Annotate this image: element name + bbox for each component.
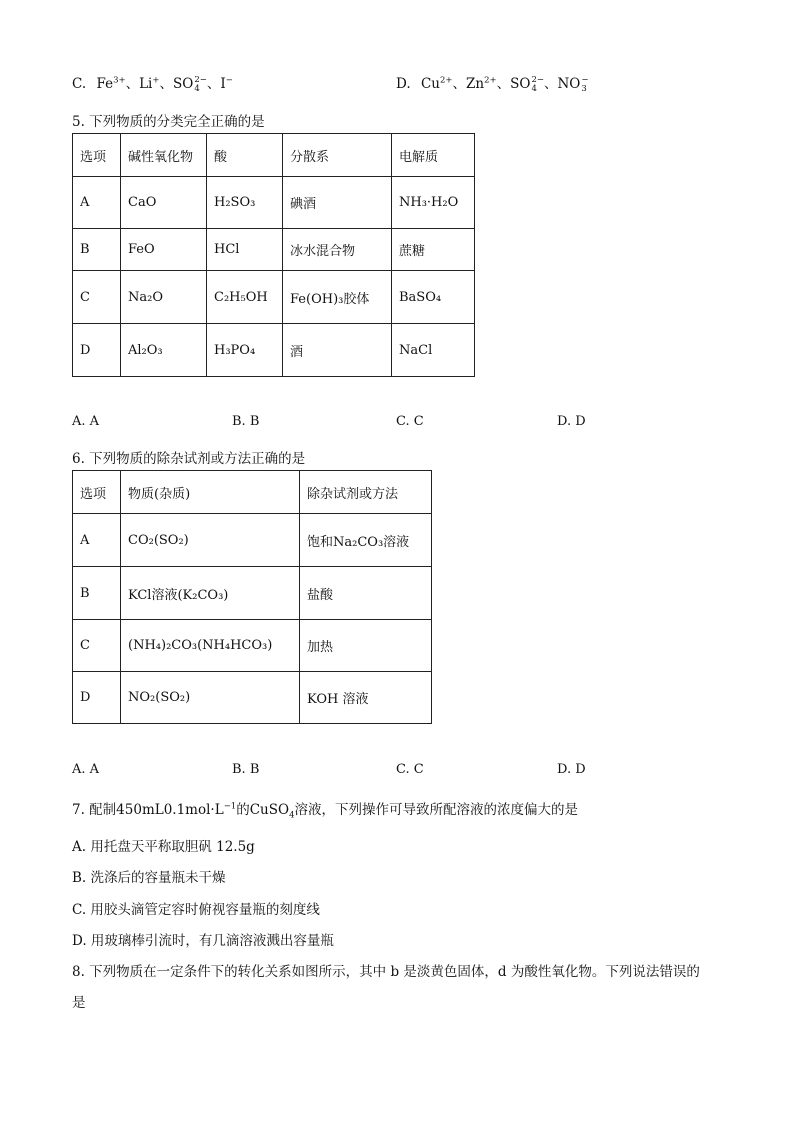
separator: 、 <box>543 76 558 92</box>
table-row <box>73 324 475 377</box>
choice-c[interactable]: C. C <box>396 762 424 777</box>
cell-dispersion: 碘酒 <box>283 177 392 229</box>
choice-b[interactable]: B. B <box>232 414 260 429</box>
stem-salt-subscript: 4 <box>289 810 295 821</box>
table-row <box>73 672 432 724</box>
q6-choices <box>72 762 672 782</box>
stem-text: 的 <box>236 802 250 818</box>
cell-electrolyte: 蔗糖 <box>392 229 475 271</box>
cell-substance: CO₂(SO₂) <box>121 514 300 567</box>
q7-option-a[interactable]: A. 用托盘天平称取胆矾 12.5g <box>72 839 255 855</box>
cell-option: C <box>73 271 121 324</box>
header-electrolyte: 电解质 <box>392 134 475 177</box>
q7-stem <box>72 798 578 821</box>
q5-choices <box>72 414 672 434</box>
option-label: D. <box>396 76 411 92</box>
header-substance: 物质(杂质) <box>121 471 300 514</box>
cell-oxide: Al₂O₃ <box>121 324 207 377</box>
cell-option: B <box>73 229 121 271</box>
stem-salt: CuSO <box>249 802 290 818</box>
q6-table <box>72 470 432 724</box>
q5-table <box>72 133 475 377</box>
table-row <box>73 567 432 620</box>
choice-d[interactable]: D. D <box>557 762 586 777</box>
cell-option: A <box>73 177 121 229</box>
cell-method: 盐酸 <box>300 567 432 620</box>
cell-option: B <box>73 567 121 620</box>
separator: 、 <box>496 76 511 92</box>
separator: 、 <box>159 76 174 92</box>
q4-option-c <box>72 72 233 94</box>
table-row <box>73 229 475 271</box>
cell-electrolyte: NaCl <box>392 324 475 377</box>
cell-dispersion: 酒 <box>283 324 392 377</box>
choice-d[interactable]: D. D <box>557 414 586 429</box>
cell-dispersion: 冰水混合物 <box>283 229 392 271</box>
cell-oxide: Na₂O <box>121 271 207 324</box>
option-label: C. <box>72 76 87 92</box>
table-row <box>73 514 432 567</box>
q6-stem: 6. 下列物质的除杂试剂或方法正确的是 <box>72 451 306 467</box>
cell-option: A <box>73 514 121 567</box>
cell-acid: HCl <box>207 229 283 271</box>
cell-option: D <box>73 324 121 377</box>
cell-option: C <box>73 620 121 672</box>
ion-zn: $Zn^{2+}$ <box>466 75 497 92</box>
cell-acid: H₂SO₃ <box>207 177 283 229</box>
ion-so4: SO 2− 4 <box>510 74 544 94</box>
cell-substance: (NH₄)₂CO₃(NH₄HCO₃) <box>121 620 300 672</box>
q7-option-d[interactable]: D. 用玻璃棒引流时，有几滴溶液溅出容量瓶 <box>72 933 334 949</box>
choice-a[interactable]: A. A <box>72 414 100 429</box>
stem-exponent: −1 <box>223 801 237 812</box>
q4-option-d <box>396 72 588 94</box>
table-row <box>73 271 475 324</box>
cell-electrolyte: BaSO₄ <box>392 271 475 324</box>
ion-i: I− <box>220 75 233 92</box>
q5-stem: 5. 下列物质的分类完全正确的是 <box>72 114 265 130</box>
cell-acid: C₂H₅OH <box>207 271 283 324</box>
ion-so4: SO 2− 4 <box>173 74 207 94</box>
q8-stem-line2: 是 <box>72 995 86 1011</box>
header-acid: 酸 <box>207 134 283 177</box>
q7-option-c[interactable]: C. 用胶头滴管定容时俯视容量瓶的刻度线 <box>72 902 320 918</box>
stem-text: 溶液，下列操作可导致所配溶液的浓度偏大的是 <box>294 802 578 818</box>
q7-option-b[interactable]: B. 洗涤后的容量瓶未干燥 <box>72 870 226 886</box>
separator: 、 <box>125 76 140 92</box>
ion-cu: $Cu^{2+}$ <box>420 75 453 92</box>
cell-oxide: CaO <box>121 177 207 229</box>
ion-li: Li+ <box>139 75 160 92</box>
header-option: 选项 <box>73 471 121 514</box>
table-header-row <box>73 471 432 514</box>
table-row <box>73 620 432 672</box>
cell-oxide: FeO <box>121 229 207 271</box>
cell-dispersion: Fe(OH)₃胶体 <box>283 271 392 324</box>
choice-c[interactable]: C. C <box>396 414 424 429</box>
q8-stem-line1: 8. 下列物质在一定条件下的转化关系如图所示，其中 b 是淡黄色固体，d 为酸性氧化物。下列说法错误的 <box>72 964 700 980</box>
ion-fe: $Fe^{3+}$ <box>96 75 126 92</box>
header-method: 除杂试剂或方法 <box>300 471 432 514</box>
cell-method: KOH 溶液 <box>300 672 432 724</box>
separator: 、 <box>452 76 466 92</box>
separator: 、 <box>206 76 221 92</box>
cell-method: 饱和Na₂CO₃溶液 <box>300 514 432 567</box>
cell-substance: NO₂(SO₂) <box>121 672 300 724</box>
cell-option: D <box>73 672 121 724</box>
stem-text: 7. 配制 <box>72 802 117 818</box>
cell-acid: H₃PO₄ <box>207 324 283 377</box>
table-header-row <box>73 134 475 177</box>
cell-method: 加热 <box>300 620 432 672</box>
choice-b[interactable]: B. B <box>232 762 260 777</box>
cell-electrolyte: NH₃·H₂O <box>392 177 475 229</box>
ion-no3: NO − 3 <box>557 74 589 94</box>
header-option: 选项 <box>73 134 121 177</box>
table-row <box>73 177 475 229</box>
stem-amount: 450mL0.1mol·L <box>116 802 224 818</box>
header-basic-oxide: 碱性氧化物 <box>121 134 207 177</box>
cell-substance: KCl溶液(K₂CO₃) <box>121 567 300 620</box>
header-dispersion: 分散系 <box>283 134 392 177</box>
choice-a[interactable]: A. A <box>72 762 100 777</box>
